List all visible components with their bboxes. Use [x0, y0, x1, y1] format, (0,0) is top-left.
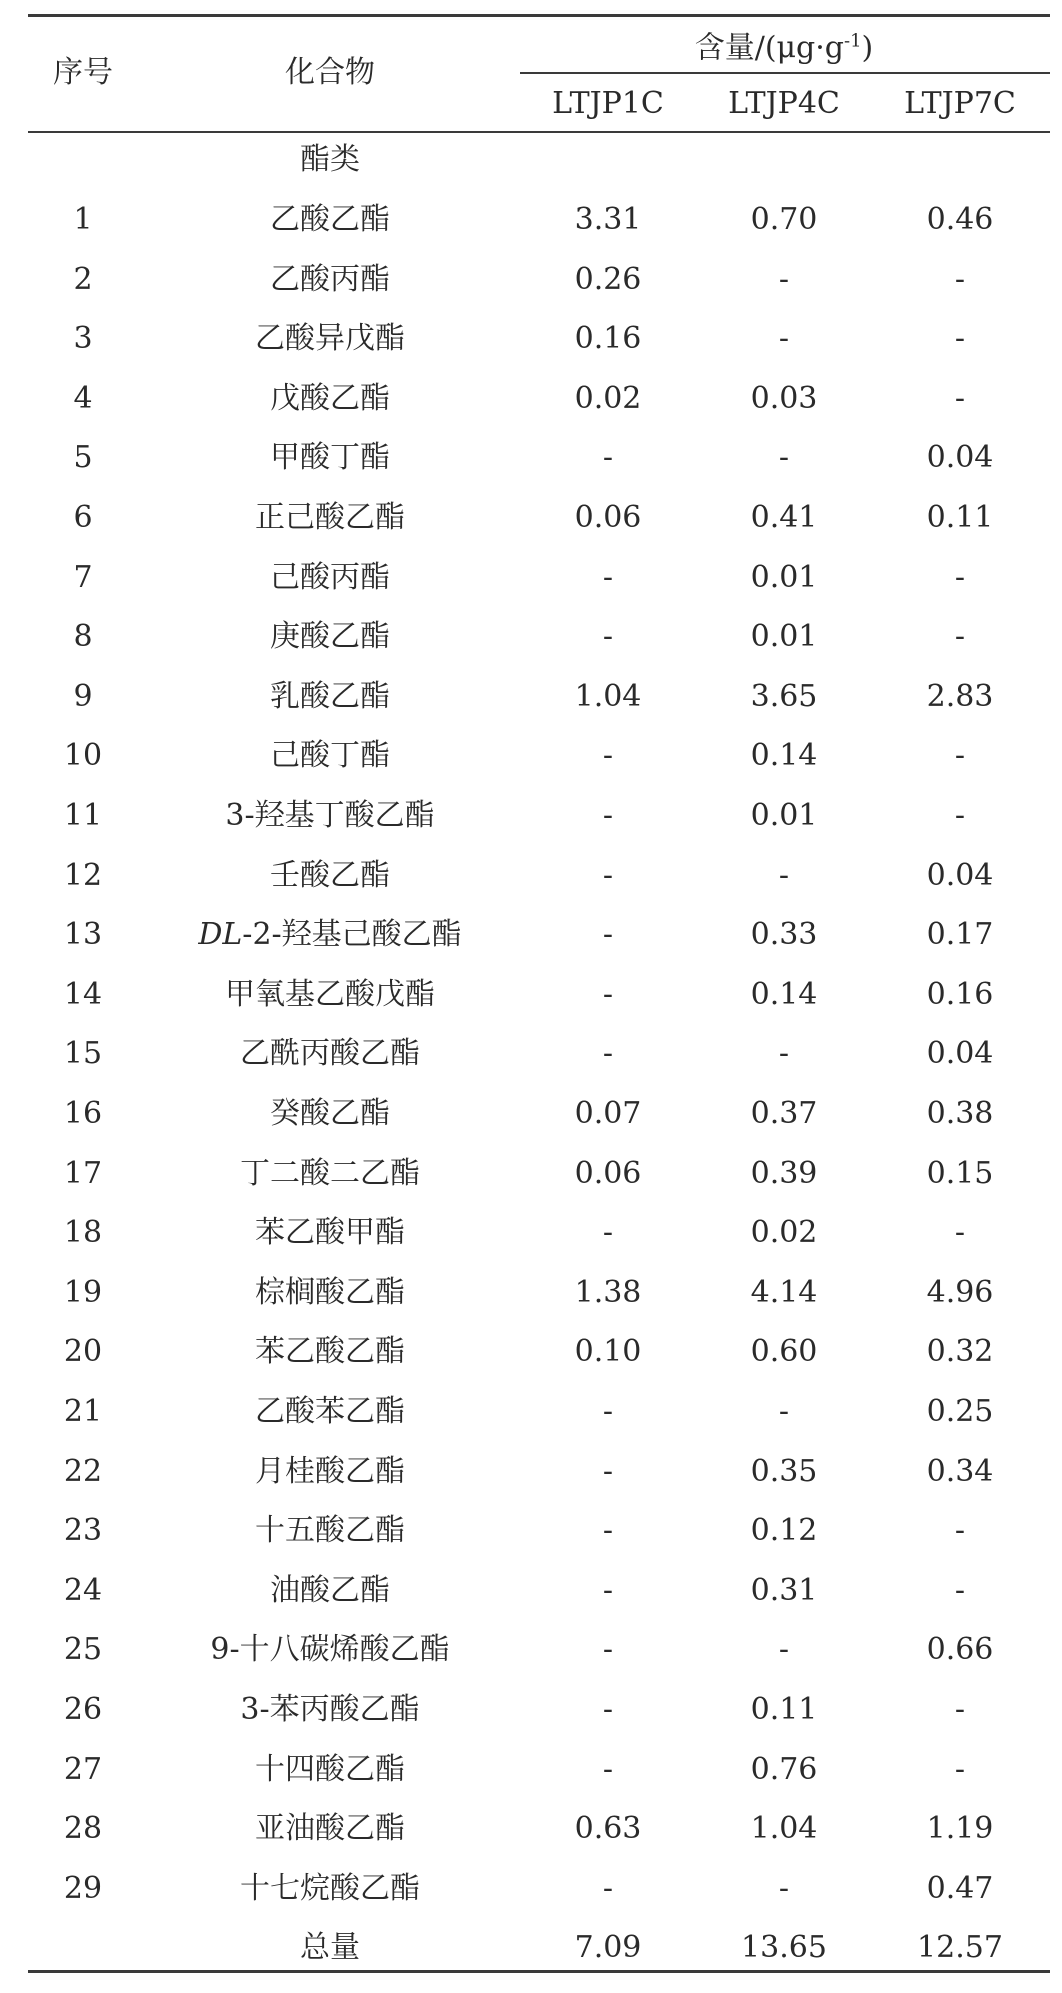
- row-compound: DL-2-羟基己酸乙酯: [198, 917, 462, 952]
- total-ltjp4c: 13.65: [741, 1930, 827, 1965]
- row-value-ltjp7c: 1.19: [926, 1811, 994, 1846]
- row-value-ltjp7c: 0.46: [926, 202, 994, 237]
- row-index: 18: [63, 1215, 103, 1250]
- row-compound: 戊酸乙酯: [270, 381, 390, 416]
- header-compound: 化合物: [285, 55, 375, 90]
- row-index: 16: [63, 1096, 103, 1131]
- row-value-ltjp1c: 0.63: [574, 1811, 642, 1846]
- row-value-ltjp7c: -: [954, 1573, 966, 1608]
- header-sample-1: LTJP1C: [552, 86, 664, 121]
- row-compound: 壬酸乙酯: [270, 858, 390, 893]
- header-sample-3: LTJP7C: [904, 86, 1016, 121]
- row-value-ltjp4c: -: [778, 1871, 790, 1906]
- content-header-underline: [520, 72, 1050, 74]
- row-compound: 十五酸乙酯: [255, 1513, 405, 1548]
- row-value-ltjp7c: 0.04: [926, 1036, 994, 1071]
- row-compound: 苯乙酸甲酯: [255, 1215, 405, 1250]
- row-index: 2: [73, 262, 93, 297]
- row-value-ltjp4c: 0.39: [750, 1156, 818, 1191]
- row-value-ltjp7c: -: [954, 560, 966, 595]
- row-compound: 丁二酸二乙酯: [240, 1156, 420, 1191]
- row-value-ltjp7c: 0.34: [926, 1454, 994, 1489]
- row-value-ltjp4c: 0.01: [750, 560, 818, 595]
- row-value-ltjp4c: 0.01: [750, 798, 818, 833]
- row-value-ltjp7c: -: [954, 1692, 966, 1727]
- total-ltjp7c: 12.57: [917, 1930, 1003, 1965]
- row-value-ltjp4c: 0.37: [750, 1096, 818, 1131]
- row-value-ltjp4c: 0.41: [750, 500, 818, 535]
- row-value-ltjp1c: -: [602, 977, 614, 1012]
- row-compound: 3-羟基丁酸乙酯: [225, 798, 435, 833]
- header-bottom-rule: [28, 131, 1050, 133]
- row-compound: 乙酰丙酸乙酯: [240, 1036, 420, 1071]
- row-compound: 亚油酸乙酯: [255, 1811, 405, 1846]
- row-index: 13: [63, 917, 103, 952]
- row-value-ltjp7c: 2.83: [926, 679, 994, 714]
- row-value-ltjp4c: -: [778, 1394, 790, 1429]
- row-value-ltjp1c: -: [602, 1215, 614, 1250]
- row-value-ltjp7c: 0.11: [926, 500, 994, 535]
- header-sample-2: LTJP4C: [728, 86, 840, 121]
- row-index: 1: [73, 202, 93, 237]
- row-value-ltjp4c: 0.01: [750, 619, 818, 654]
- row-value-ltjp7c: -: [954, 619, 966, 654]
- row-index: 21: [63, 1394, 103, 1429]
- row-value-ltjp1c: 0.10: [574, 1334, 642, 1369]
- row-value-ltjp4c: -: [778, 321, 790, 356]
- header-content: 含量$/(\mu g\cdot g^{-1})$: [694, 30, 874, 66]
- row-compound: 庚酸乙酯: [270, 619, 390, 654]
- row-value-ltjp7c: 0.47: [926, 1871, 994, 1906]
- row-value-ltjp1c: -: [602, 1036, 614, 1071]
- row-index: 8: [73, 619, 93, 654]
- row-value-ltjp7c: -: [954, 1752, 966, 1787]
- row-compound: 正己酸乙酯: [255, 500, 405, 535]
- row-value-ltjp1c: -: [602, 1752, 614, 1787]
- row-value-ltjp1c: 3.31: [574, 202, 642, 237]
- row-index: 10: [63, 738, 103, 773]
- row-compound: 9-十八碳烯酸乙酯: [210, 1632, 450, 1667]
- row-value-ltjp1c: -: [602, 1692, 614, 1727]
- row-value-ltjp4c: 0.12: [750, 1513, 818, 1548]
- row-compound: 癸酸乙酯: [270, 1096, 390, 1131]
- row-compound: 甲氧基乙酸戊酯: [225, 977, 435, 1012]
- row-index: 22: [63, 1454, 103, 1489]
- row-value-ltjp7c: -: [954, 798, 966, 833]
- row-value-ltjp7c: 0.32: [926, 1334, 994, 1369]
- row-index: 3: [73, 321, 93, 356]
- row-index: 25: [63, 1632, 103, 1667]
- category-label: 酯类: [300, 142, 360, 177]
- row-compound: 油酸乙酯: [270, 1573, 390, 1608]
- row-compound: 己酸丙酯: [270, 560, 390, 595]
- row-value-ltjp7c: -: [954, 381, 966, 416]
- row-value-ltjp1c: -: [602, 798, 614, 833]
- row-index: 4: [73, 381, 93, 416]
- row-value-ltjp1c: 1.04: [574, 679, 642, 714]
- row-value-ltjp4c: 0.11: [750, 1692, 818, 1727]
- row-index: 11: [63, 798, 103, 833]
- row-value-ltjp1c: -: [602, 1513, 614, 1548]
- row-value-ltjp7c: -: [954, 262, 966, 297]
- row-value-ltjp1c: -: [602, 560, 614, 595]
- row-value-ltjp4c: 3.65: [750, 679, 818, 714]
- row-value-ltjp1c: 0.06: [574, 1156, 642, 1191]
- row-value-ltjp4c: -: [778, 1632, 790, 1667]
- row-value-ltjp1c: -: [602, 1454, 614, 1489]
- row-index: 20: [63, 1334, 103, 1369]
- row-compound: 十四酸乙酯: [255, 1752, 405, 1787]
- row-compound: 苯乙酸乙酯: [255, 1334, 405, 1369]
- row-index: 23: [63, 1513, 103, 1548]
- row-value-ltjp7c: 0.04: [926, 440, 994, 475]
- row-value-ltjp7c: 0.38: [926, 1096, 994, 1131]
- total-ltjp1c: 7.09: [574, 1930, 642, 1965]
- total-label: 总量: [300, 1930, 360, 1965]
- row-index: 17: [63, 1156, 103, 1191]
- row-value-ltjp7c: 0.16: [926, 977, 994, 1012]
- row-value-ltjp4c: -: [778, 858, 790, 893]
- row-value-ltjp4c: 0.70: [750, 202, 818, 237]
- row-compound: 月桂酸乙酯: [255, 1454, 405, 1489]
- row-index: 26: [63, 1692, 103, 1727]
- row-value-ltjp4c: 0.14: [750, 977, 818, 1012]
- row-compound: 乙酸苯乙酯: [255, 1394, 405, 1429]
- row-value-ltjp7c: 0.04: [926, 858, 994, 893]
- row-index: 29: [63, 1871, 103, 1906]
- row-compound: 甲酸丁酯: [270, 440, 390, 475]
- row-value-ltjp4c: -: [778, 440, 790, 475]
- row-value-ltjp4c: 4.14: [750, 1275, 818, 1310]
- row-value-ltjp7c: 0.66: [926, 1632, 994, 1667]
- row-index: 9: [73, 679, 93, 714]
- row-value-ltjp1c: -: [602, 1632, 614, 1667]
- row-index: 15: [63, 1036, 103, 1071]
- row-index: 27: [63, 1752, 103, 1787]
- table-bottom-rule: [28, 1970, 1050, 1973]
- row-compound: 乳酸乙酯: [270, 679, 390, 714]
- row-index: 19: [63, 1275, 103, 1310]
- row-value-ltjp1c: 0.16: [574, 321, 642, 356]
- row-index: 7: [73, 560, 93, 595]
- row-compound: 3-苯丙酸乙酯: [240, 1692, 420, 1727]
- row-compound: 己酸丁酯: [270, 738, 390, 773]
- row-value-ltjp7c: 0.15: [926, 1156, 994, 1191]
- row-value-ltjp4c: -: [778, 262, 790, 297]
- row-value-ltjp4c: 0.14: [750, 738, 818, 773]
- row-value-ltjp1c: 1.38: [574, 1275, 642, 1310]
- row-value-ltjp4c: 0.31: [750, 1573, 818, 1608]
- row-index: 24: [63, 1573, 103, 1608]
- row-value-ltjp1c: -: [602, 1871, 614, 1906]
- row-index: 28: [63, 1811, 103, 1846]
- row-value-ltjp7c: -: [954, 321, 966, 356]
- row-index: 5: [73, 440, 93, 475]
- row-value-ltjp1c: -: [602, 738, 614, 773]
- row-value-ltjp7c: 0.17: [926, 917, 994, 952]
- row-value-ltjp4c: 0.02: [750, 1215, 818, 1250]
- row-value-ltjp4c: 0.03: [750, 381, 818, 416]
- row-value-ltjp7c: -: [954, 1215, 966, 1250]
- row-value-ltjp7c: 0.25: [926, 1394, 994, 1429]
- row-value-ltjp1c: 0.02: [574, 381, 642, 416]
- row-value-ltjp1c: -: [602, 440, 614, 475]
- row-value-ltjp4c: -: [778, 1036, 790, 1071]
- row-index: 6: [73, 500, 93, 535]
- row-value-ltjp1c: -: [602, 1573, 614, 1608]
- row-value-ltjp1c: -: [602, 858, 614, 893]
- row-value-ltjp4c: 0.76: [750, 1752, 818, 1787]
- row-value-ltjp4c: 0.35: [750, 1454, 818, 1489]
- row-value-ltjp7c: -: [954, 1513, 966, 1548]
- row-index: 12: [63, 858, 103, 893]
- row-value-ltjp7c: -: [954, 738, 966, 773]
- row-compound: 乙酸丙酯: [270, 262, 390, 297]
- row-value-ltjp4c: 1.04: [750, 1811, 818, 1846]
- row-compound: 棕榈酸乙酯: [255, 1275, 405, 1310]
- row-compound: 乙酸乙酯: [270, 202, 390, 237]
- row-value-ltjp4c: 0.33: [750, 917, 818, 952]
- row-value-ltjp7c: 4.96: [926, 1275, 994, 1310]
- row-value-ltjp1c: 0.06: [574, 500, 642, 535]
- row-value-ltjp1c: -: [602, 917, 614, 952]
- table-top-rule: [28, 14, 1050, 17]
- header-index: 序号: [53, 55, 113, 90]
- row-value-ltjp1c: -: [602, 619, 614, 654]
- row-value-ltjp1c: 0.26: [574, 262, 642, 297]
- row-value-ltjp1c: -: [602, 1394, 614, 1429]
- row-compound: 十七烷酸乙酯: [240, 1871, 420, 1906]
- row-index: 14: [63, 977, 103, 1012]
- row-value-ltjp1c: 0.07: [574, 1096, 642, 1131]
- row-compound: 乙酸异戊酯: [255, 321, 405, 356]
- row-value-ltjp4c: 0.60: [750, 1334, 818, 1369]
